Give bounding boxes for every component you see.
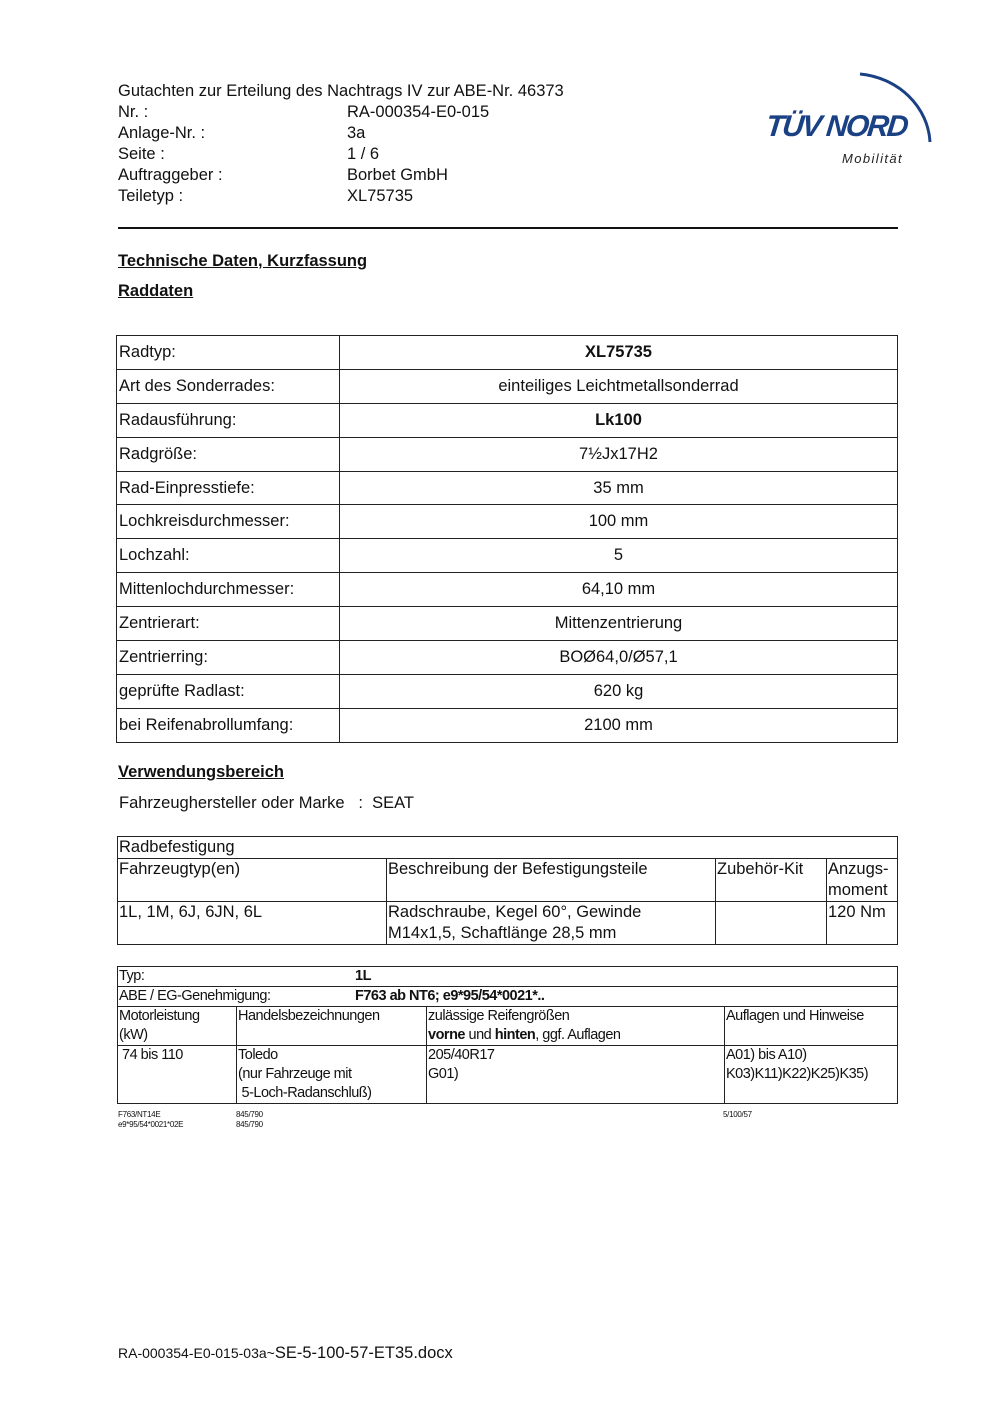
table-row <box>117 674 898 708</box>
footnote-code: 845/790 845/790 <box>236 1110 263 1129</box>
table-row <box>117 539 898 573</box>
approval-row <box>118 987 898 1007</box>
usage-title: Verwendungsbereich <box>118 763 284 781</box>
row-label: Lochkreisdurchmesser: <box>117 505 340 539</box>
tuev-nord-logo <box>760 58 945 173</box>
table-row <box>118 1007 898 1046</box>
table-row <box>117 607 898 641</box>
usage-manufacturer: Fahrzeughersteller oder Marke : SEAT <box>119 794 414 812</box>
row-label: Rad-Einpresstiefe: <box>117 471 340 505</box>
row-label: Zentrierring: <box>117 641 340 675</box>
row-label: Lochzahl: <box>117 539 340 573</box>
cell-notes: A01) bis A10) K03)K11)K22)K25)K35) <box>725 1046 898 1104</box>
row-value: 64,10 mm <box>340 573 898 607</box>
row-value: 7½Jx17H2 <box>340 437 898 471</box>
row-value: 100 mm <box>340 505 898 539</box>
row-value: XL75735 <box>340 336 898 370</box>
row-label: bei Reifenabrollumfang: <box>117 708 340 742</box>
header-kit: Zubehör-Kit <box>716 859 827 902</box>
table-row <box>118 987 898 1007</box>
table-row <box>117 641 898 675</box>
header-power: Motorleistung (kW) <box>118 1007 237 1046</box>
header-divider <box>118 227 898 229</box>
footnote-code: F763/NT14E e9*95/54*0021*02E <box>118 1110 184 1129</box>
table-row <box>118 837 898 859</box>
fastening-title: Radbefestigung <box>118 837 898 859</box>
type-value: 1L <box>355 968 371 984</box>
row-label: Radausführung: <box>117 403 340 437</box>
row-label: Mittenlochdurchmesser: <box>117 573 340 607</box>
table-row <box>117 708 898 742</box>
table-row <box>117 336 898 370</box>
cell-tyre-sizes: 205/40R17 G01) <box>427 1046 725 1104</box>
cell-trade-names: Toledo (nur Fahrzeuge mit 5-Loch-Radanschluß) <box>237 1046 427 1104</box>
type-label: Typ: <box>119 968 145 984</box>
approval-value: F763 ab NT6; e9*95/54*0021*.. <box>355 988 545 1004</box>
row-label: Radgröße: <box>117 437 340 471</box>
logo-subtitle: Mobilität <box>842 151 904 166</box>
section-subtitle: Raddaten <box>118 282 194 300</box>
row-value: BOØ64,0/Ø57,1 <box>340 641 898 675</box>
cell-torque: 120 Nm <box>827 902 898 945</box>
cell-vehicle-types: 1L, 1M, 6J, 6JN, 6L <box>118 902 387 945</box>
row-value: 35 mm <box>340 471 898 505</box>
table-row <box>117 403 898 437</box>
logo-brand: TÜV NORD <box>764 110 909 143</box>
type-row <box>118 967 898 987</box>
table-row <box>117 573 898 607</box>
table-row <box>117 369 898 403</box>
footer-filename: RA-000354-E0-015-03a~SE-5-100-57-ET35.docx <box>118 1344 453 1362</box>
row-label: geprüfte Radlast: <box>117 674 340 708</box>
row-label: Art des Sonderrades: <box>117 369 340 403</box>
table-row <box>117 471 898 505</box>
table-row <box>118 902 898 945</box>
vehicle-table <box>117 966 898 1104</box>
table-row <box>118 859 898 902</box>
table-row <box>117 437 898 471</box>
footnote-code: 5/100/57 <box>723 1110 752 1119</box>
header-tyre-sizes: zulässige Reifengrößen vorne und hinten, ggf. Auflagen <box>427 1007 725 1046</box>
row-value: 620 kg <box>340 674 898 708</box>
row-label: Zentrierart: <box>117 607 340 641</box>
table-row <box>118 967 898 987</box>
header-vehicle-types: Fahrzeugtyp(en) <box>118 859 387 902</box>
row-value: 2100 mm <box>340 708 898 742</box>
row-label: Radtyp: <box>117 336 340 370</box>
row-value: einteiliges Leichtmetallsonderrad <box>340 369 898 403</box>
fastening-table <box>117 836 898 945</box>
table-row <box>117 505 898 539</box>
header-trade-names: Handelsbezeichnungen <box>237 1007 427 1046</box>
wheel-data-table <box>116 335 898 743</box>
row-value: Mittenzentrierung <box>340 607 898 641</box>
header-description: Beschreibung der Befestigungsteile <box>387 859 716 902</box>
approval-label: ABE / EG-Genehmigung: <box>119 988 271 1004</box>
cell-description: Radschraube, Kegel 60°, Gewinde M14x1,5, Schaftlänge 28,5 mm <box>387 902 716 945</box>
cell-power: 74 bis 110 <box>118 1046 237 1104</box>
row-value: Lk100 <box>340 403 898 437</box>
header-notes: Auflagen und Hinweise <box>725 1007 898 1046</box>
cell-kit <box>716 902 827 945</box>
section-title: Technische Daten, Kurzfassung <box>118 252 368 270</box>
row-value: 5 <box>340 539 898 573</box>
header-torque: Anzugs- moment <box>827 859 898 902</box>
table-row <box>118 1046 898 1104</box>
